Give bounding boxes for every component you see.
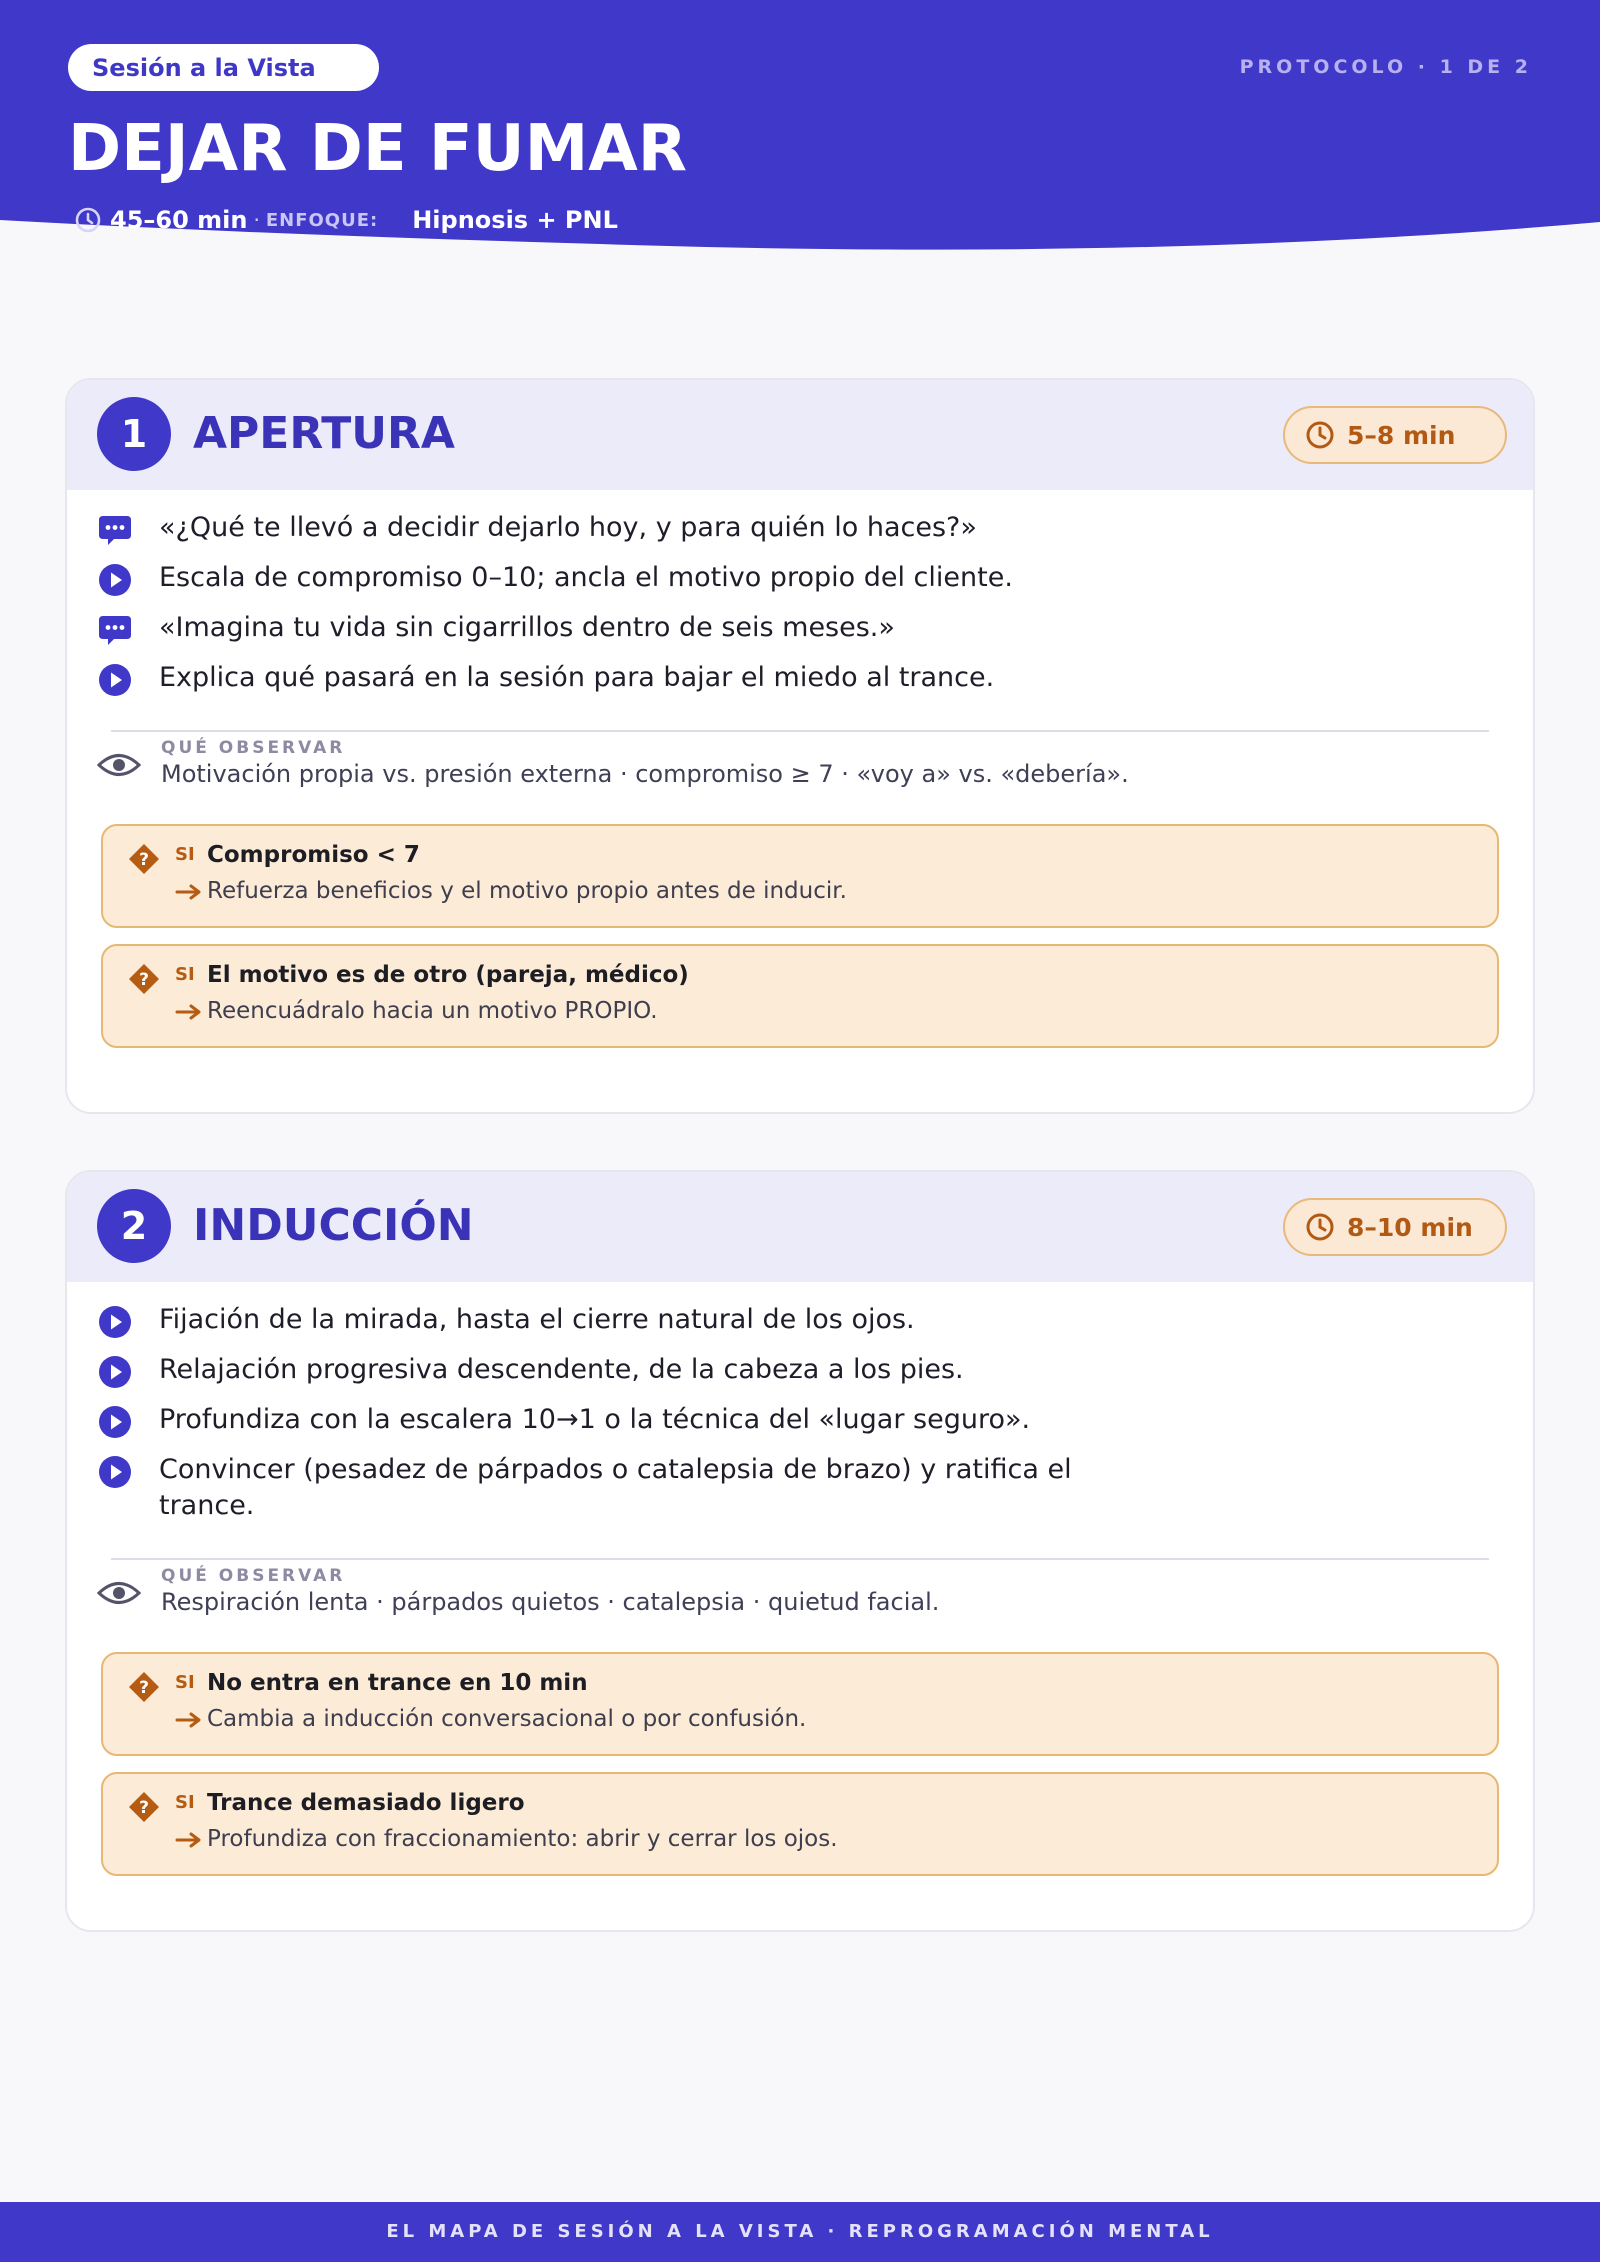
condition-text: No entra en trance en 10 min <box>207 1670 588 1696</box>
condition-marker: SI <box>175 964 195 985</box>
step-text: Escala de compromiso 0–10; ancla el motivo propio del cliente. <box>159 562 1013 593</box>
list-item <box>67 510 1147 546</box>
observe-text: Respiración lenta · párpados quietos · catalepsia · quietud facial. <box>161 1588 940 1616</box>
observe-block <box>111 730 1489 796</box>
section-title: INDUCCIÓN <box>193 1200 474 1251</box>
section-time: 5–8 min <box>1347 420 1456 450</box>
list-item <box>67 1302 1147 1338</box>
clock-icon <box>1305 420 1335 450</box>
play-icon <box>97 1454 133 1490</box>
conditional-alert <box>101 824 1499 928</box>
svg-text:?: ? <box>139 970 149 990</box>
step-list <box>67 1282 1533 1524</box>
play-icon <box>97 662 133 698</box>
condition-text: Compromiso < 7 <box>207 842 420 868</box>
list-item <box>67 1452 1147 1524</box>
question-diamond-icon <box>127 842 161 876</box>
arrow-right-icon <box>175 1002 205 1022</box>
arrow-right-icon <box>175 1710 205 1730</box>
conditional-alert <box>101 1652 1499 1756</box>
condition-text: Trance demasiado ligero <box>207 1790 525 1816</box>
meta-separator: · <box>253 208 260 232</box>
action-text: Reencuádralo hacia un motivo PROPIO. <box>207 998 658 1024</box>
section-time: 8–10 min <box>1347 1212 1473 1242</box>
question-diamond-icon <box>127 1790 161 1824</box>
conditional-alert <box>101 1772 1499 1876</box>
speech-bubble-icon <box>97 512 133 548</box>
play-icon <box>97 1304 133 1340</box>
step-text: Explica qué pasará en la sesión para bajar el miedo al trance. <box>159 662 995 693</box>
play-icon <box>97 1354 133 1390</box>
section-title: APERTURA <box>193 408 455 459</box>
session-meta <box>74 204 618 236</box>
play-icon <box>97 1404 133 1440</box>
step-text: Convincer (pesadez de párpados o catalepsia de brazo) y ratifica el trance. <box>159 1454 1072 1521</box>
page-title: DEJAR DE FUMAR <box>68 112 688 186</box>
list-item <box>67 660 1147 696</box>
protocol-indicator: PROTOCOLO · 1 DE 2 <box>1239 56 1532 78</box>
play-icon <box>97 562 133 598</box>
step-text: Relajación progresiva descendente, de la cabeza a los pies. <box>159 1354 964 1385</box>
observe-block <box>111 1558 1489 1624</box>
section-number: 1 <box>97 397 171 471</box>
condition-marker: SI <box>175 1672 195 1693</box>
observe-label: QUÉ OBSERVAR <box>161 1566 346 1586</box>
step-text: «¿Qué te llevó a decidir dejarlo hoy, y para quién lo haces?» <box>159 512 977 543</box>
step-list <box>67 490 1533 696</box>
condition-marker: SI <box>175 1792 195 1813</box>
clock-icon <box>1305 1212 1335 1242</box>
svg-text:?: ? <box>139 1798 149 1818</box>
list-item <box>67 610 1147 646</box>
action-text: Profundiza con fraccionamiento: abrir y cerrar los ojos. <box>207 1826 838 1852</box>
brand-badge: Sesión a la Vista <box>68 44 379 91</box>
arrow-right-icon <box>175 1830 205 1850</box>
condition-text: El motivo es de otro (pareja, médico) <box>207 962 689 988</box>
section-card-apertura <box>65 378 1535 1114</box>
page-footer: EL MAPA DE SESIÓN A LA VISTA · REPROGRAMACIÓN MENTAL <box>0 2202 1600 2262</box>
page-header <box>0 0 1600 250</box>
condition-marker: SI <box>175 844 195 865</box>
action-text: Refuerza beneficios y el motivo propio antes de inducir. <box>207 878 847 904</box>
list-item <box>67 560 1147 596</box>
speech-bubble-icon <box>97 612 133 648</box>
clock-icon <box>74 206 102 234</box>
eye-icon <box>97 750 141 780</box>
list-item <box>67 1352 1147 1388</box>
section-number: 2 <box>97 1189 171 1263</box>
action-text: Cambia a inducción conversacional o por confusión. <box>207 1706 807 1732</box>
focus-label: ENFOQUE: <box>265 209 379 231</box>
section-header <box>67 380 1533 490</box>
section-header <box>67 1172 1533 1282</box>
question-diamond-icon <box>127 1670 161 1704</box>
question-diamond-icon <box>127 962 161 996</box>
svg-text:?: ? <box>139 850 149 870</box>
step-text: «Imagina tu vida sin cigarrillos dentro de seis meses.» <box>159 612 895 643</box>
section-time-badge <box>1283 406 1507 464</box>
conditional-alert <box>101 944 1499 1048</box>
observe-text: Motivación propia vs. presión externa · compromiso ≥ 7 · «voy a» vs. «debería». <box>161 760 1129 788</box>
section-card-induccion <box>65 1170 1535 1932</box>
step-text: Profundiza con la escalera 10→1 o la técnica del «lugar seguro». <box>159 1404 1031 1435</box>
focus-value: Hipnosis + PNL <box>412 206 618 234</box>
list-item <box>67 1402 1147 1438</box>
eye-icon <box>97 1578 141 1608</box>
arrow-right-icon <box>175 882 205 902</box>
session-duration: 45–60 min <box>110 206 248 234</box>
section-time-badge <box>1283 1198 1507 1256</box>
observe-label: QUÉ OBSERVAR <box>161 738 346 758</box>
svg-text:?: ? <box>139 1678 149 1698</box>
step-text: Fijación de la mirada, hasta el cierre natural de los ojos. <box>159 1304 915 1335</box>
